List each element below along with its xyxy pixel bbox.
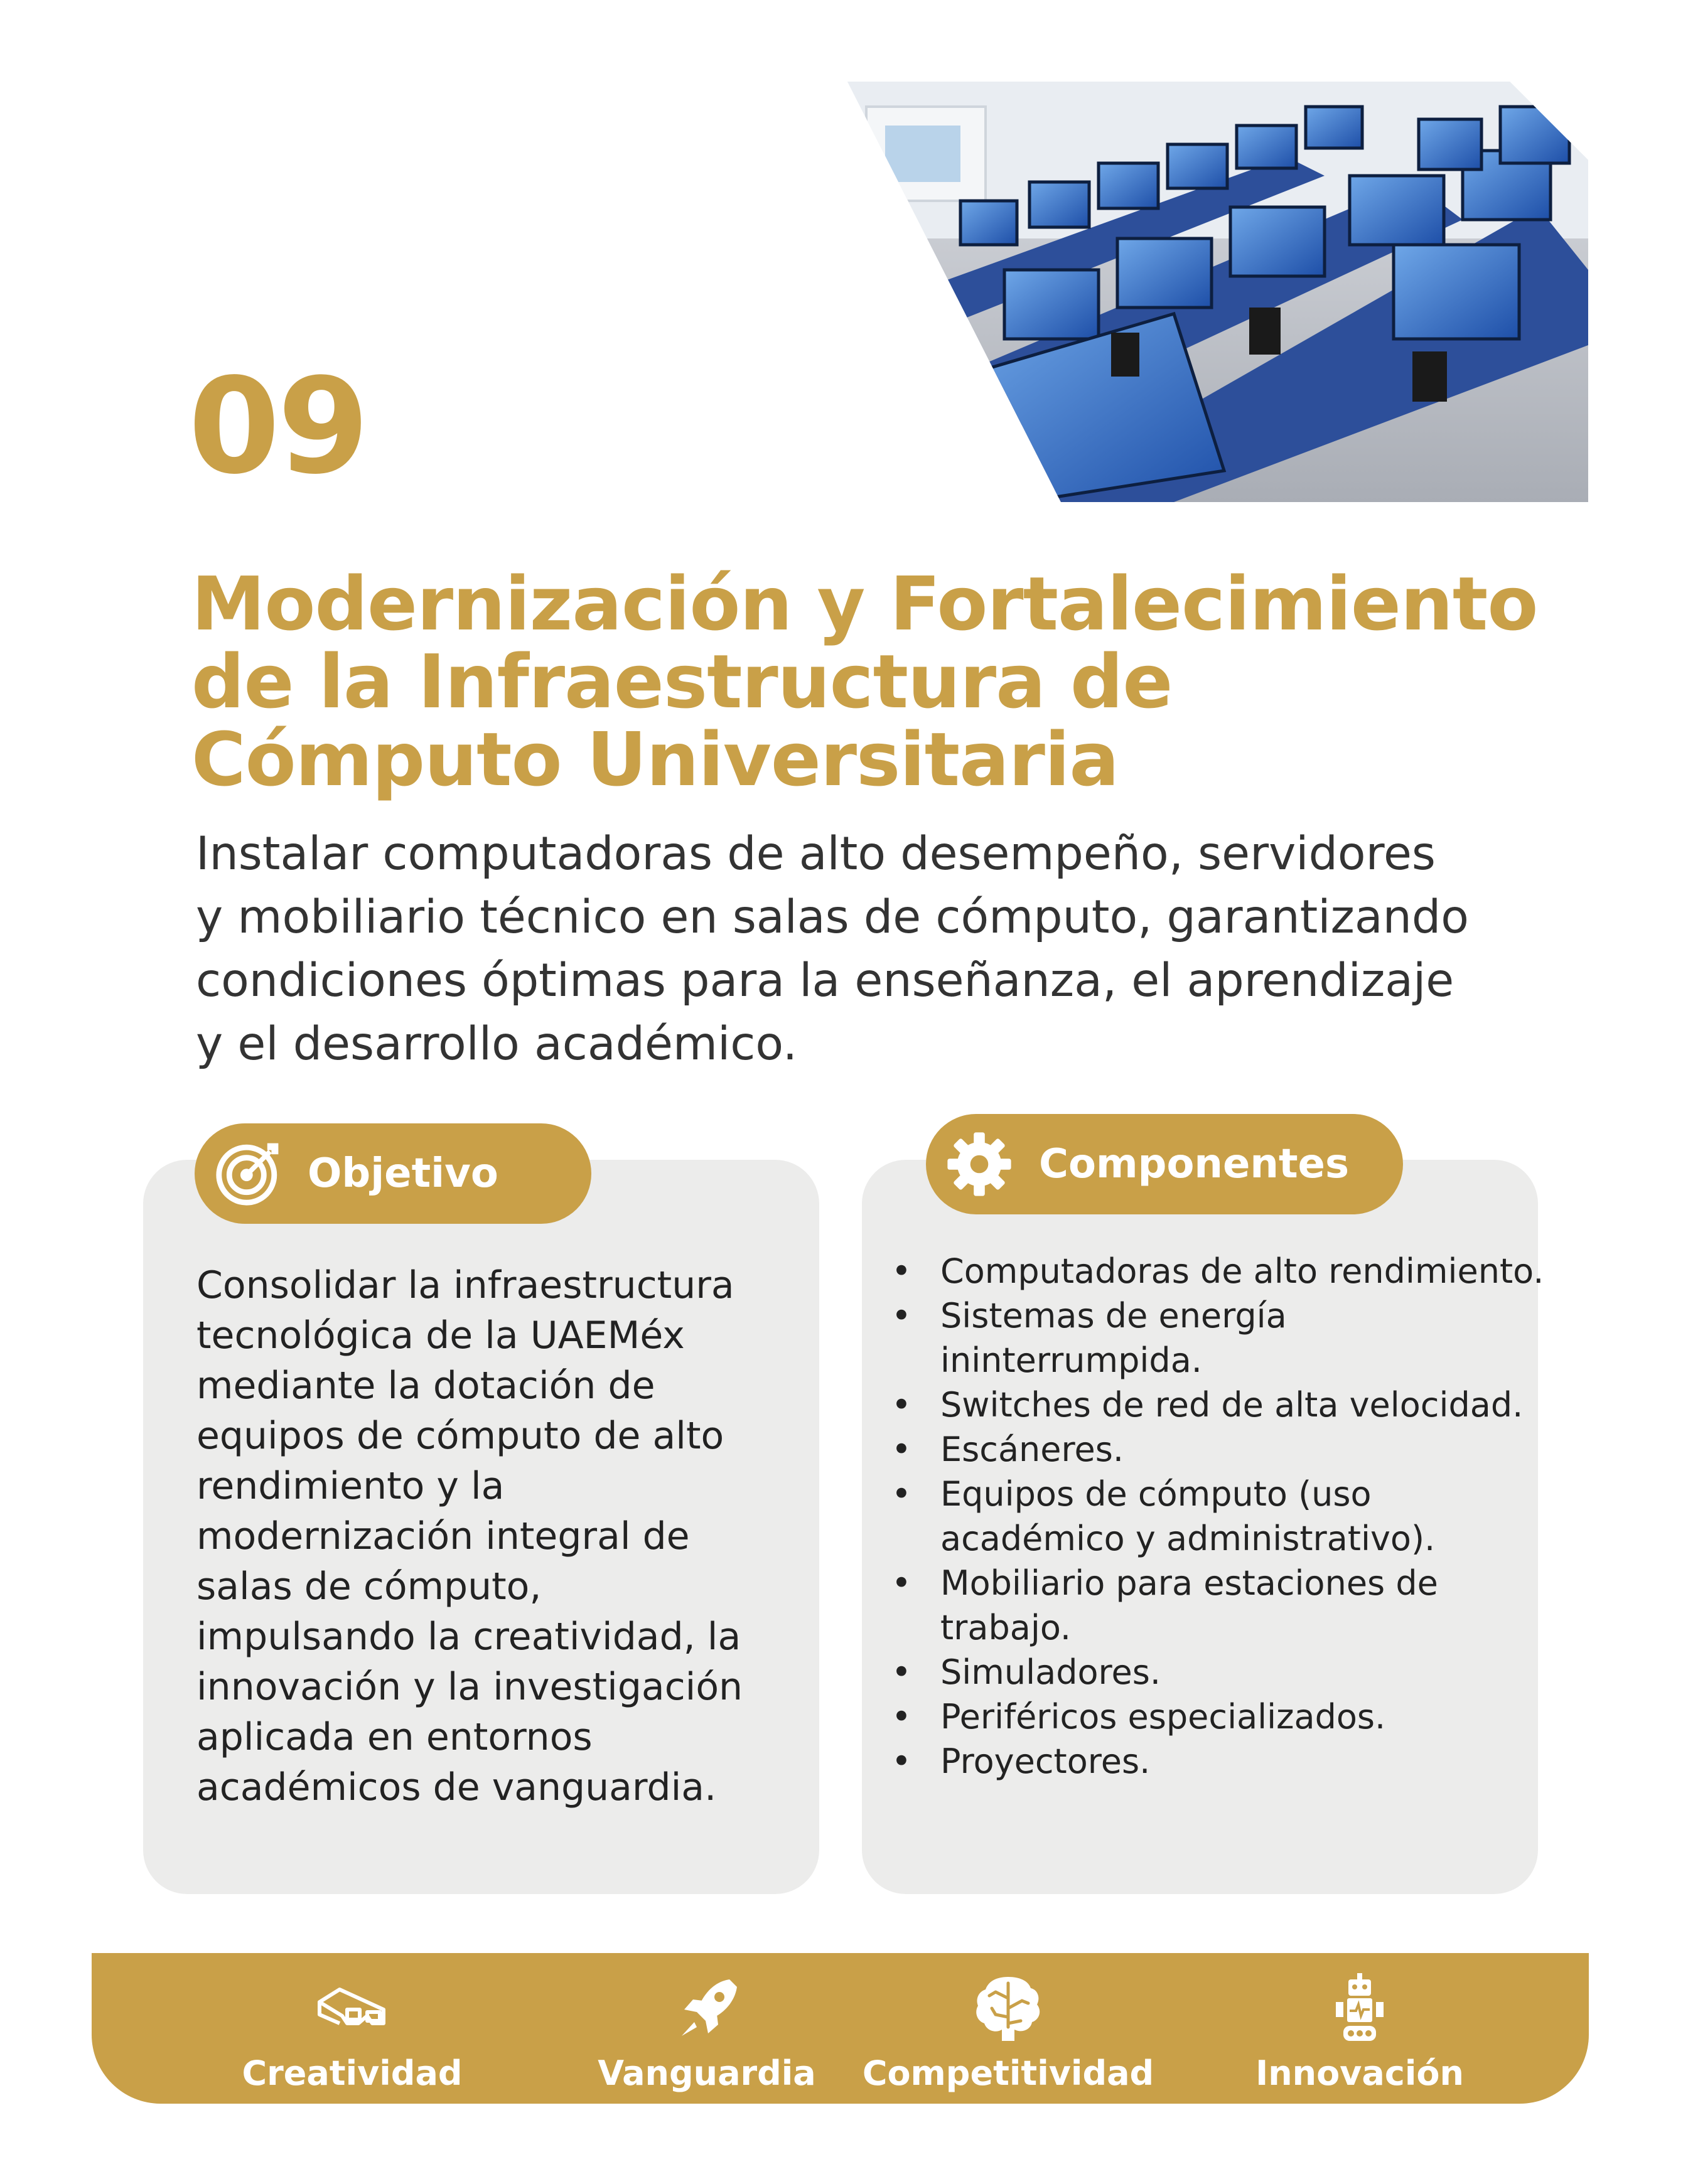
objective-line: modernización integral de [196, 1514, 690, 1558]
list-item [891, 1561, 1544, 1650]
title-line: Modernización y Fortalecimiento [191, 560, 1538, 647]
footer-item-vanguardia [581, 1953, 832, 2104]
footer-item-innovacion [1234, 1953, 1485, 2104]
list-item-line: • Simuladores. [940, 1652, 1161, 1692]
intro-line: y el desarrollo académico. [196, 1017, 798, 1071]
intro-line: condiciones óptimas para la enseñanza, el aprendizaje [196, 954, 1454, 1007]
list-item [891, 1739, 1544, 1784]
title-line: de la Infraestructura de [191, 638, 1173, 725]
objective-label: Objetivo [308, 1150, 498, 1197]
intro-line: Instalar computadoras de alto desempeño, servidores [196, 827, 1436, 881]
list-item-line: • Computadoras de alto rendimiento. [940, 1251, 1544, 1291]
objective-line: impulsando la creatividad, la [196, 1615, 741, 1659]
list-item-line: • Switches de red de alta velocidad. [940, 1385, 1524, 1425]
list-item [891, 1650, 1544, 1694]
brain-icon [970, 1971, 1046, 2046]
footer-label: Competitividad [862, 2053, 1154, 2093]
objective-line: mediante la dotación de [196, 1364, 655, 1408]
components-list [891, 1249, 1544, 1784]
objective-line: aplicada en entornos [196, 1715, 593, 1759]
title-line: Cómputo Universitaria [191, 716, 1119, 803]
list-item-line: • Mobiliario para estaciones de [940, 1563, 1438, 1603]
list-item [891, 1472, 1544, 1561]
components-label: Componentes [1039, 1141, 1350, 1187]
robot-icon [1322, 1971, 1397, 2046]
rocket-icon [669, 1971, 745, 2046]
section-number: 09 [188, 350, 367, 503]
components-header [926, 1114, 1403, 1214]
objective-line: equipos de cómputo de alto [196, 1414, 724, 1458]
objective-text [196, 1260, 787, 1812]
footer-label: Innovación [1255, 2053, 1464, 2093]
3d-glasses-icon [314, 1971, 390, 2046]
objective-line: rendimiento y la [196, 1464, 505, 1508]
list-item [891, 1383, 1544, 1427]
list-item [891, 1249, 1544, 1293]
list-item [891, 1427, 1544, 1472]
list-item-line: trabajo. [940, 1608, 1072, 1647]
list-item [891, 1694, 1544, 1739]
section-title [191, 560, 1635, 803]
footer-item-creatividad [227, 1953, 478, 2104]
list-item-line: • Periféricos especializados. [940, 1697, 1386, 1737]
gear-icon [945, 1130, 1014, 1199]
objective-line: Consolidar la infraestructura [196, 1263, 734, 1307]
list-item-line: académico y administrativo). [940, 1519, 1436, 1558]
list-item-line: • Sistemas de energía ininterrumpida. [940, 1296, 1287, 1380]
list-item-line: • Equipos de cómputo (uso [940, 1474, 1372, 1514]
list-item-line: • Escáneres. [940, 1430, 1124, 1469]
objective-line: innovación y la investigación [196, 1665, 743, 1709]
objective-line: tecnológica de la UAEMéx [196, 1314, 685, 1357]
section-intro [196, 822, 1608, 1076]
target-icon [213, 1139, 282, 1208]
objective-line: académicos de vanguardia. [196, 1765, 717, 1809]
objective-header [195, 1123, 591, 1224]
footer-label: Creatividad [242, 2053, 463, 2093]
footer-label: Vanguardia [598, 2053, 816, 2093]
intro-line: y mobiliario técnico en salas de cómputo, garantizando [196, 891, 1469, 944]
objective-line: salas de cómputo, [196, 1565, 542, 1609]
computer-lab-photo [847, 82, 1588, 502]
values-footer [92, 1953, 1589, 2104]
footer-item-competitividad [862, 1953, 1154, 2104]
list-item-line: • Proyectores. [940, 1742, 1151, 1781]
list-item [891, 1293, 1544, 1383]
